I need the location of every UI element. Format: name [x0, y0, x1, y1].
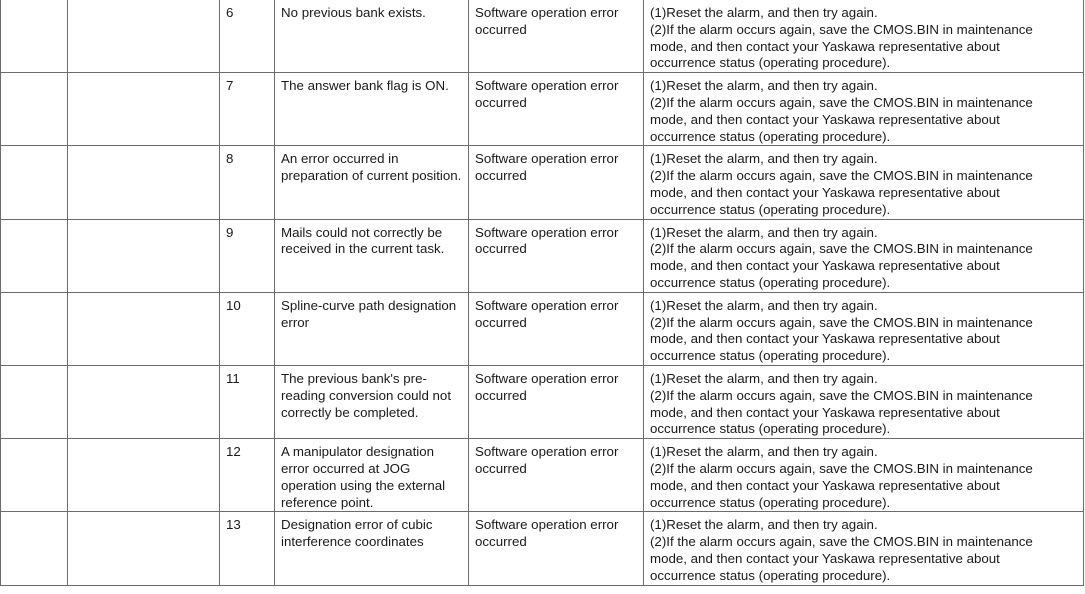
remedy-line: (1)Reset the alarm, and then try again.: [650, 5, 878, 20]
remedy-cell: [644, 365, 1084, 438]
sub-code-cell: 12: [220, 439, 275, 512]
cause-cell: Software operation error occurred: [469, 439, 644, 512]
sub-code-cell: 8: [220, 146, 275, 219]
meaning-cell: No previous bank exists.: [275, 0, 469, 73]
remedy-cell: [644, 146, 1084, 219]
cause-cell: Software operation error occurred: [469, 512, 644, 585]
alarm-name-cell: [68, 0, 220, 73]
alarm-name-cell: [68, 512, 220, 585]
table-row: [1, 146, 1084, 219]
alarm-code-cell: [1, 0, 68, 73]
cause-cell: Software operation error occurred: [469, 365, 644, 438]
cause-cell: Software operation error occurred: [469, 292, 644, 365]
remedy-line: (2)If the alarm occurs again, save the CMOS.BIN in maintenance: [650, 387, 1033, 403]
alarm-code-cell: [1, 365, 68, 438]
alarm-name-cell: [68, 73, 220, 146]
remedy-line: occurrence status (operating procedure).: [650, 55, 891, 71]
sub-code-cell: 10: [220, 292, 275, 365]
meaning-cell: An error occurred in preparation of current position.: [275, 146, 469, 219]
meaning-cell: Designation error of cubic interference coordinates: [275, 512, 469, 585]
alarm-name-cell: [68, 292, 220, 365]
table-row: [1, 365, 1084, 438]
remedy-line: mode, and then contact your Yaskawa representative about: [650, 404, 1000, 420]
remedy-cell: [644, 439, 1084, 512]
remedy-line: (1)Reset the alarm, and then try again.: [650, 370, 878, 386]
alarm-table-body: [1, 0, 1084, 585]
remedy-line: occurrence status (operating procedure).: [650, 348, 891, 364]
remedy-line: mode, and then contact your Yaskawa representative about: [650, 550, 1000, 566]
meaning-cell: The answer bank flag is ON.: [275, 73, 469, 146]
remedy-cell: [644, 219, 1084, 292]
table-row: [1, 219, 1084, 292]
remedy-line: occurrence status (operating procedure).: [650, 494, 891, 510]
alarm-name-cell: [68, 219, 220, 292]
remedy-cell: [644, 512, 1084, 585]
remedy-line: (2)If the alarm occurs again, save the CMOS.BIN in maintenance: [650, 534, 1033, 550]
alarm-code-cell: [1, 292, 68, 365]
remedy-line: mode, and then contact your Yaskawa representative about: [650, 331, 1000, 347]
table-row: [1, 292, 1084, 365]
remedy-line: mode, and then contact your Yaskawa representative about: [650, 184, 1000, 200]
remedy-line: mode, and then contact your Yaskawa representative about: [650, 477, 1000, 493]
sub-code-cell: 13: [220, 512, 275, 585]
remedy-cell: [644, 73, 1084, 146]
table-row: [1, 73, 1084, 146]
remedy-line: (2)If the alarm occurs again, save the CMOS.BIN in maintenance: [650, 168, 1033, 184]
remedy-cell: [644, 0, 1084, 73]
remedy-line: (1)Reset the alarm, and then try again.: [650, 224, 878, 240]
remedy-line: (2)If the alarm occurs again, save the CMOS.BIN in maintenance: [650, 460, 1033, 476]
remedy-line: (1)Reset the alarm, and then try again.: [650, 151, 878, 167]
alarm-code-cell: [1, 146, 68, 219]
remedy-line: (2)If the alarm occurs again, save the CMOS.BIN in maintenance: [650, 241, 1033, 257]
sub-code-cell: 9: [220, 219, 275, 292]
remedy-line: (2)If the alarm occurs again, save the CMOS.BIN in maintenance: [650, 94, 1033, 110]
remedy-line: (2)If the alarm occurs again, save the CMOS.BIN in maintenance: [650, 314, 1033, 330]
remedy-line: occurrence status (operating procedure).: [650, 421, 891, 437]
cause-cell: Software operation error occurred: [469, 0, 644, 73]
alarm-code-cell: [1, 512, 68, 585]
remedy-line: occurrence status (operating procedure).: [650, 201, 891, 217]
remedy-line: occurrence status (operating procedure).: [650, 128, 891, 144]
alarm-name-cell: [68, 365, 220, 438]
meaning-cell: The previous bank's pre-reading conversion could not correctly be completed.: [275, 365, 469, 438]
remedy-line: (1)Reset the alarm, and then try again.: [650, 297, 878, 313]
remedy-line: mode, and then contact your Yaskawa representative about: [650, 258, 1000, 274]
alarm-code-cell: [1, 73, 68, 146]
cause-cell: Software operation error occurred: [469, 146, 644, 219]
alarm-name-cell: [68, 146, 220, 219]
remedy-line: mode, and then contact your Yaskawa representative about: [650, 111, 1000, 127]
table-row: [1, 0, 1084, 73]
remedy-line: (1)Reset the alarm, and then try again.: [650, 78, 878, 94]
meaning-cell: A manipulator designation error occurred at JOG operation using the external reference point.: [275, 439, 469, 512]
meaning-cell: Mails could not correctly be received in the current task.: [275, 219, 469, 292]
remedy-line: (1)Reset the alarm, and then try again.: [650, 517, 878, 533]
remedy-line: occurrence status (operating procedure).: [650, 567, 891, 583]
table-row: [1, 512, 1084, 585]
remedy-line: (1)Reset the alarm, and then try again.: [650, 444, 878, 460]
sub-code-cell: 6: [220, 0, 275, 73]
sub-code-cell: 11: [220, 365, 275, 438]
cause-cell: Software operation error occurred: [469, 73, 644, 146]
table-row: [1, 439, 1084, 512]
sub-code-cell: 7: [220, 73, 275, 146]
alarm-code-cell: [1, 439, 68, 512]
meaning-cell: Spline-curve path designation error: [275, 292, 469, 365]
alarm-name-cell: [68, 439, 220, 512]
alarm-code-cell: [1, 219, 68, 292]
remedy-cell: [644, 292, 1084, 365]
cause-cell: Software operation error occurred: [469, 219, 644, 292]
remedy-line: mode, and then contact your Yaskawa representative about: [650, 38, 1000, 54]
remedy-line: occurrence status (operating procedure).: [650, 274, 891, 290]
remedy-line: (2)If the alarm occurs again, save the CMOS.BIN in maintenance: [650, 21, 1033, 37]
